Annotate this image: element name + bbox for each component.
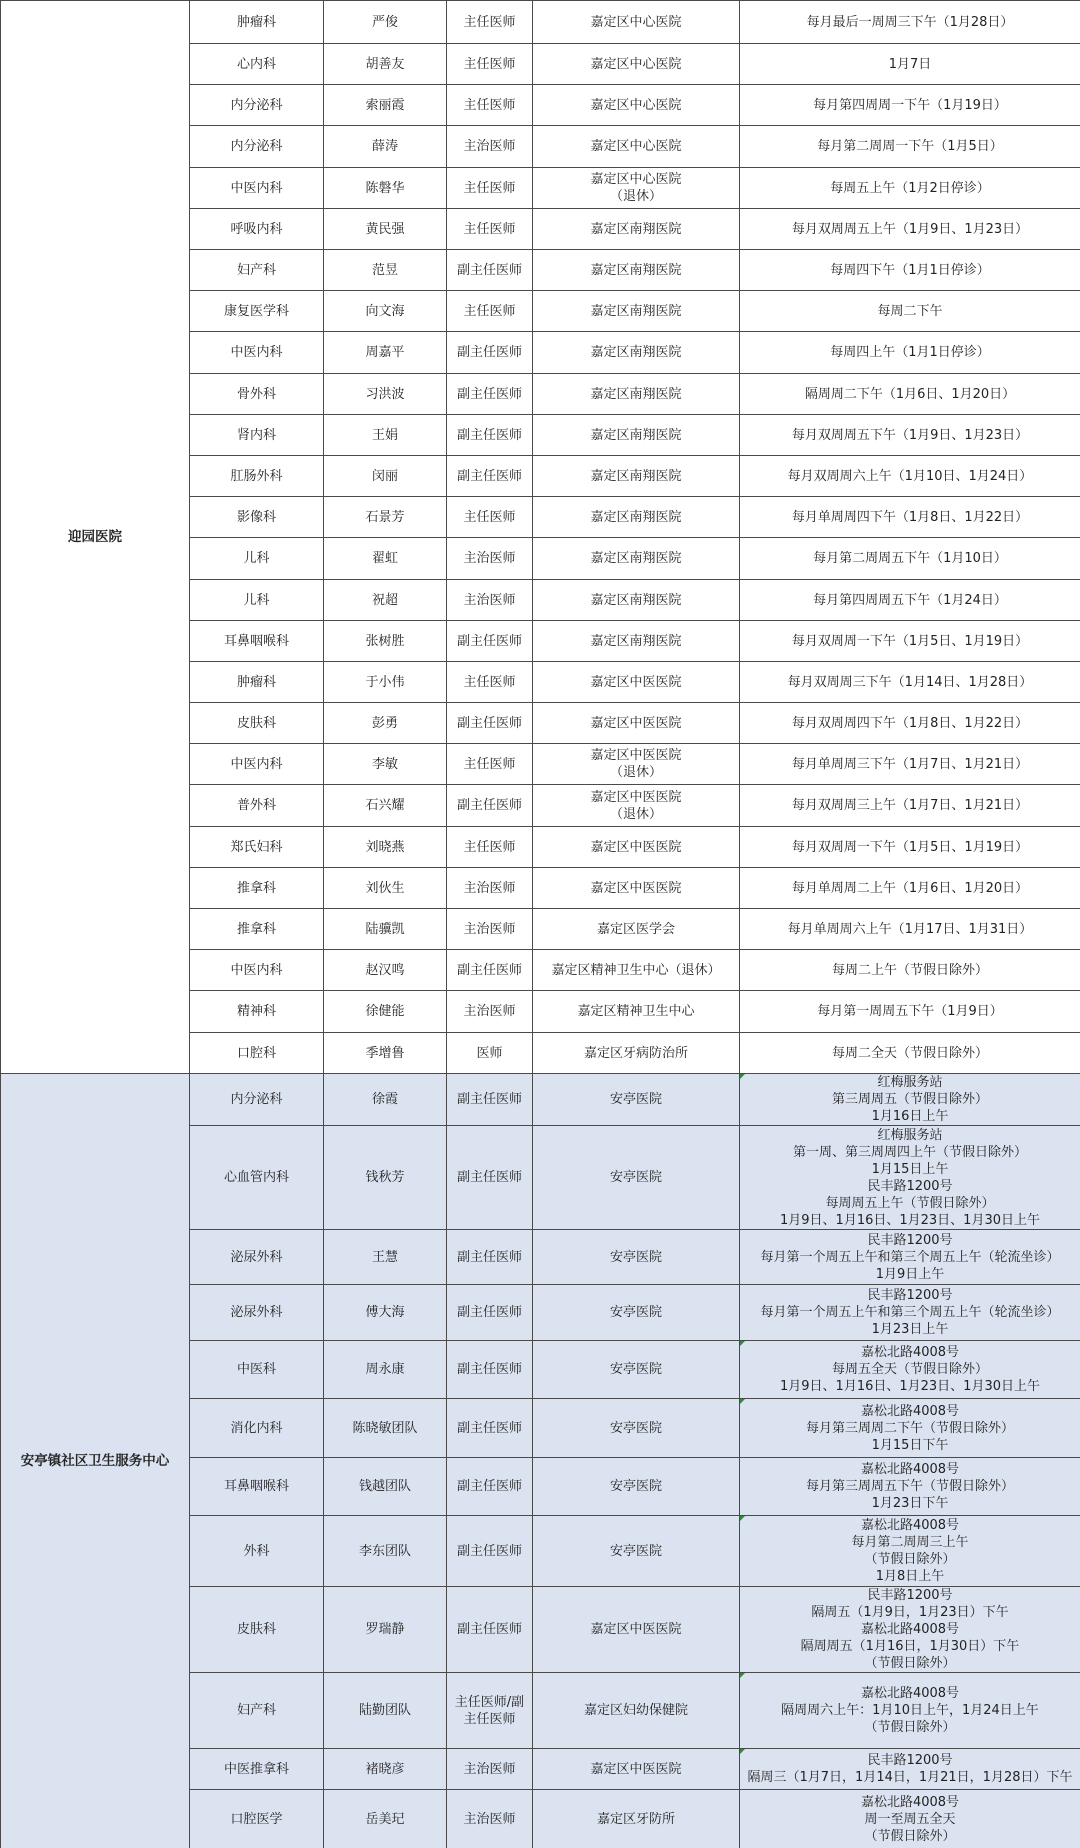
cell-schedule: 每周四上午（1月1日停诊） [740,332,1080,374]
cell-doctor: 严俊 [324,1,447,44]
cell-org: 嘉定区中医医院 [533,1587,740,1673]
cell-title: 主任医师 [447,209,533,250]
cell-org: 嘉定区南翔医院 [533,497,740,538]
cell-schedule: 每月双周周一下午（1月5日、1月19日） [740,621,1080,662]
cell-dept: 内分泌科 [190,1074,324,1126]
cell-title: 副主任医师 [447,950,533,991]
cell-dept: 儿科 [190,580,324,621]
cell-schedule: 每月双周周四下午（1月8日、1月22日） [740,703,1080,744]
cell-title: 主任医师 [447,497,533,538]
cell-doctor: 于小伟 [324,662,447,703]
cell-dept: 推拿科 [190,868,324,909]
cell-doctor: 彭勇 [324,703,447,744]
cell-org: 嘉定区妇幼保健院 [533,1673,740,1749]
cell-org: 嘉定区中医医院 [533,703,740,744]
cell-dept: 皮肤科 [190,1587,324,1673]
cell-title: 副主任医师 [447,415,533,456]
cell-title: 主任医师 [447,662,533,703]
cell-title: 主任医师 [447,291,533,332]
cell-schedule: 民丰路1200号 隔周五（1月9日，1月23日）下午 嘉松北路4008号 隔周周五（1月16日，1月30日）下午 （节假日除外） [740,1587,1080,1673]
cell-dept: 口腔科 [190,1033,324,1074]
cell-dept: 内分泌科 [190,126,324,168]
cell-org: 安亭医院 [533,1341,740,1399]
cell-org: 嘉定区中医医院 [533,868,740,909]
cell-title: 主任医师/副 主任医师 [447,1673,533,1749]
cell-schedule: 1月7日 [740,44,1080,85]
cell-org: 嘉定区南翔医院 [533,374,740,415]
cell-doctor: 徐健能 [324,991,447,1033]
cell-dept: 消化内科 [190,1399,324,1458]
cell-doctor: 傅大海 [324,1285,447,1341]
cell-title: 副主任医师 [447,1587,533,1673]
cell-title: 主任医师 [447,44,533,85]
cell-doctor: 李东团队 [324,1516,447,1587]
cell-org: 嘉定区南翔医院 [533,291,740,332]
cell-title: 主治医师 [447,909,533,950]
cell-doctor: 陆勤团队 [324,1673,447,1749]
cell-dept: 耳鼻咽喉科 [190,1458,324,1516]
cell-doctor: 闵丽 [324,456,447,497]
cell-doctor: 季增鲁 [324,1033,447,1074]
cell-schedule: 每月单周周六上午（1月17日、1月31日） [740,909,1080,950]
cell-title: 副主任医师 [447,785,533,827]
cell-schedule: 隔周周二下午（1月6日、1月20日） [740,374,1080,415]
cell-org: 安亭医院 [533,1458,740,1516]
cell-schedule: 嘉松北路4008号 隔周周六上午：1月10日上午，1月24日上午 （节假日除外） [740,1673,1080,1749]
cell-dept: 儿科 [190,538,324,580]
cell-dept: 影像科 [190,497,324,538]
cell-dept: 耳鼻咽喉科 [190,621,324,662]
table-row [1,1,1080,44]
cell-org: 嘉定区中医医院 （退休） [533,744,740,785]
cell-doctor: 陆骥凯 [324,909,447,950]
cell-org: 嘉定区南翔医院 [533,332,740,374]
cell-doctor: 李敏 [324,744,447,785]
cell-org: 嘉定区中心医院 [533,1,740,44]
cell-title: 主治医师 [447,1749,533,1790]
cell-schedule: 每月双周周六上午（1月10日、1月24日） [740,456,1080,497]
cell-dept: 心内科 [190,44,324,85]
cell-doctor: 张树胜 [324,621,447,662]
cell-doctor: 索丽霞 [324,85,447,126]
cell-title: 副主任医师 [447,332,533,374]
cell-title: 副主任医师 [447,1285,533,1341]
cell-org: 嘉定区中心医院 [533,85,740,126]
cell-org: 安亭医院 [533,1074,740,1126]
cell-title: 副主任医师 [447,1399,533,1458]
cell-org: 嘉定区中医医院 [533,1749,740,1790]
cell-doctor: 翟虹 [324,538,447,580]
cell-schedule: 民丰路1200号 隔周三（1月7日，1月14日，1月21日，1月28日）下午 [740,1749,1080,1790]
cell-dept: 中医内科 [190,744,324,785]
cell-dept: 心血管内科 [190,1126,324,1230]
cell-org: 嘉定区精神卫生中心（退休） [533,950,740,991]
cell-title: 主任医师 [447,1,533,44]
cell-doctor: 范昱 [324,250,447,291]
cell-title: 副主任医师 [447,1074,533,1126]
cell-title: 主任医师 [447,744,533,785]
cell-doctor: 钱越团队 [324,1458,447,1516]
cell-dept: 中医内科 [190,332,324,374]
cell-dept: 肾内科 [190,415,324,456]
cell-schedule: 嘉松北路4008号 每月第三周周五下午（节假日除外） 1月23日下午 [740,1458,1080,1516]
cell-dept: 骨外科 [190,374,324,415]
cell-title: 主治医师 [447,868,533,909]
cell-schedule: 每周二上午（节假日除外） [740,950,1080,991]
table-row [1,1074,1080,1126]
cell-org: 安亭医院 [533,1399,740,1458]
cell-org: 嘉定区精神卫生中心 [533,991,740,1033]
cell-doctor: 胡善友 [324,44,447,85]
cell-dept: 康复医学科 [190,291,324,332]
cell-org: 嘉定区南翔医院 [533,580,740,621]
cell-schedule: 红梅服务站 第三周周五（节假日除外） 1月16日上午 [740,1074,1080,1126]
cell-title: 副主任医师 [447,250,533,291]
cell-doctor: 岳美玘 [324,1790,447,1848]
cell-org: 嘉定区南翔医院 [533,456,740,497]
cell-doctor: 黄民强 [324,209,447,250]
cell-doctor: 石景芳 [324,497,447,538]
cell-org: 嘉定区中医医院 （退休） [533,785,740,827]
cell-schedule: 每周二全天（节假日除外） [740,1033,1080,1074]
cell-schedule: 每月双周周一下午（1月5日、1月19日） [740,827,1080,868]
cell-doctor: 刘伙生 [324,868,447,909]
cell-dept: 推拿科 [190,909,324,950]
cell-org: 嘉定区中医医院 [533,827,740,868]
cell-dept: 泌尿外科 [190,1285,324,1341]
cell-org: 嘉定区中心医院 [533,44,740,85]
cell-org: 嘉定区南翔医院 [533,621,740,662]
cell-schedule: 每月单周周三下午（1月7日、1月21日） [740,744,1080,785]
cell-doctor: 罗瑞静 [324,1587,447,1673]
cell-doctor: 周永康 [324,1341,447,1399]
cell-dept: 肿瘤科 [190,1,324,44]
cell-doctor: 薛涛 [324,126,447,168]
cell-org: 嘉定区中医医院 [533,662,740,703]
cell-title: 主治医师 [447,1790,533,1848]
cell-title: 副主任医师 [447,374,533,415]
cell-schedule: 每周五上午（1月2日停诊） [740,168,1080,209]
cell-title: 副主任医师 [447,1230,533,1285]
cell-title: 医师 [447,1033,533,1074]
cell-title: 主任医师 [447,827,533,868]
cell-title: 副主任医师 [447,1126,533,1230]
cell-doctor: 钱秋芳 [324,1126,447,1230]
cell-schedule: 每月双周周三上午（1月7日、1月21日） [740,785,1080,827]
cell-schedule: 每月单周周四下午（1月8日、1月22日） [740,497,1080,538]
cell-title: 主任医师 [447,85,533,126]
cell-doctor: 刘晓燕 [324,827,447,868]
cell-doctor: 王慧 [324,1230,447,1285]
cell-dept: 中医内科 [190,950,324,991]
cell-doctor: 周嘉平 [324,332,447,374]
cell-doctor: 陈磐华 [324,168,447,209]
cell-org: 嘉定区牙防所 [533,1790,740,1848]
cell-dept: 普外科 [190,785,324,827]
cell-org: 嘉定区南翔医院 [533,250,740,291]
cell-org: 嘉定区南翔医院 [533,209,740,250]
cell-title: 副主任医师 [447,456,533,497]
cell-org: 嘉定区中心医院 [533,126,740,168]
cell-title: 副主任医师 [447,1458,533,1516]
cell-schedule: 每月第一周周五下午（1月9日） [740,991,1080,1033]
cell-schedule: 每月第四周周一下午（1月19日） [740,85,1080,126]
cell-schedule: 每月双周周三下午（1月14日、1月28日） [740,662,1080,703]
cell-org: 安亭医院 [533,1230,740,1285]
cell-schedule: 嘉松北路4008号 每月第三周周二下午（节假日除外） 1月15日下午 [740,1399,1080,1458]
cell-dept: 中医科 [190,1341,324,1399]
cell-dept: 呼吸内科 [190,209,324,250]
cell-schedule: 嘉松北路4008号 每月第二周周三上午 （节假日除外） 1月8日上午 [740,1516,1080,1587]
cell-dept: 外科 [190,1516,324,1587]
hospital-name: 迎园医院 [1,1,190,1074]
cell-doctor: 陈晓敏团队 [324,1399,447,1458]
cell-org: 安亭医院 [533,1285,740,1341]
cell-schedule: 每周四下午（1月1日停诊） [740,250,1080,291]
cell-title: 副主任医师 [447,703,533,744]
cell-doctor: 向文海 [324,291,447,332]
cell-schedule: 每月第二周周一下午（1月5日） [740,126,1080,168]
cell-title: 副主任医师 [447,1516,533,1587]
cell-schedule: 每月单周周二上午（1月6日、1月20日） [740,868,1080,909]
cell-dept: 郑氏妇科 [190,827,324,868]
cell-dept: 皮肤科 [190,703,324,744]
cell-schedule: 每月最后一周周三下午（1月28日） [740,1,1080,44]
cell-schedule: 每月双周周五下午（1月9日、1月23日） [740,415,1080,456]
cell-schedule: 每月第四周周五下午（1月24日） [740,580,1080,621]
cell-dept: 肛肠外科 [190,456,324,497]
cell-org: 嘉定区中心医院 （退休） [533,168,740,209]
cell-org: 嘉定区医学会 [533,909,740,950]
cell-org: 安亭医院 [533,1126,740,1230]
cell-title: 副主任医师 [447,621,533,662]
cell-dept: 口腔医学 [190,1790,324,1848]
cell-title: 主治医师 [447,580,533,621]
cell-dept: 妇产科 [190,1673,324,1749]
cell-schedule: 红梅服务站 第一周、第三周周四上午（节假日除外） 1月15日上午 民丰路1200号 每周周五上午（节假日除外） 1月9日、1月16日、1月23日、1月30日上午 [740,1126,1080,1230]
cell-schedule: 每周二下午 [740,291,1080,332]
cell-dept: 精神科 [190,991,324,1033]
cell-org: 嘉定区牙病防治所 [533,1033,740,1074]
hospital-name: 安亭镇社区卫生服务中心 [1,1074,190,1848]
cell-title: 主治医师 [447,991,533,1033]
cell-schedule: 民丰路1200号 每月第一个周五上午和第三个周五上午（轮流坐诊） 1月9日上午 [740,1230,1080,1285]
cell-schedule: 民丰路1200号 每月第一个周五上午和第三个周五上午（轮流坐诊） 1月23日上午 [740,1285,1080,1341]
cell-title: 副主任医师 [447,1341,533,1399]
cell-schedule: 每月第二周周五下午（1月10日） [740,538,1080,580]
cell-doctor: 王娟 [324,415,447,456]
cell-title: 主治医师 [447,538,533,580]
cell-schedule: 嘉松北路4008号 周一至周五全天 （节假日除外） [740,1790,1080,1848]
cell-dept: 肿瘤科 [190,662,324,703]
cell-dept: 中医内科 [190,168,324,209]
cell-doctor: 石兴耀 [324,785,447,827]
cell-doctor: 褚晓彦 [324,1749,447,1790]
cell-doctor: 习洪波 [324,374,447,415]
cell-schedule: 每月双周周五上午（1月9日、1月23日） [740,209,1080,250]
cell-dept: 妇产科 [190,250,324,291]
cell-title: 主治医师 [447,126,533,168]
cell-dept: 中医推拿科 [190,1749,324,1790]
cell-title: 主任医师 [447,168,533,209]
cell-org: 嘉定区南翔医院 [533,538,740,580]
cell-org: 嘉定区南翔医院 [533,415,740,456]
cell-schedule: 嘉松北路4008号 每周五全天（节假日除外） 1月9日、1月16日、1月23日、1月30日上午 [740,1341,1080,1399]
cell-doctor: 赵汉鸣 [324,950,447,991]
cell-dept: 泌尿外科 [190,1230,324,1285]
cell-dept: 内分泌科 [190,85,324,126]
cell-doctor: 徐霞 [324,1074,447,1126]
cell-org: 安亭医院 [533,1516,740,1587]
cell-doctor: 祝超 [324,580,447,621]
